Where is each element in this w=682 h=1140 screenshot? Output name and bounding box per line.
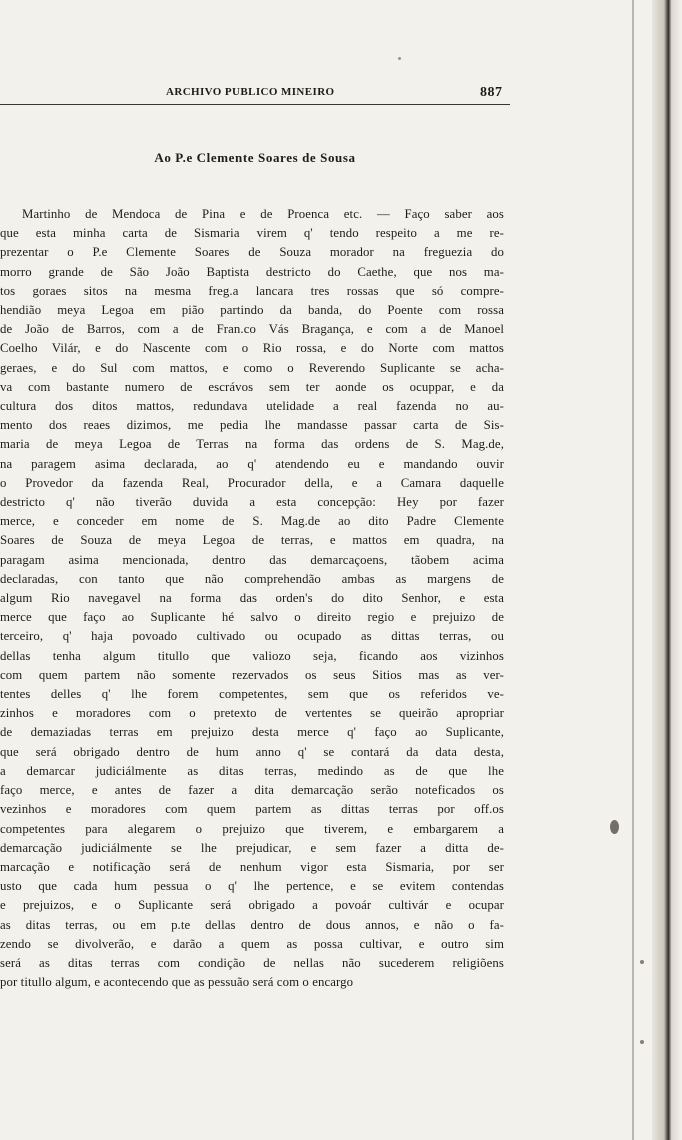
header-rule — [0, 104, 510, 105]
text-line: será as ditas terras com condição de nellas não sucederem religiõens — [0, 955, 504, 970]
text-line: maria de meya Legoa de Terras na forma das ordens de S. Mag.de, — [0, 437, 504, 452]
text-line: algum Rio navegavel na forma das orden's do dito Senhor, e esta — [0, 591, 504, 606]
text-line: que será obrigado dentro de hum anno q' se contará da data desta, — [0, 744, 504, 759]
page-number: 887 — [480, 85, 503, 100]
text-line: paragam asima mencionada, dentro das demarcaçoens, tãobem acima — [0, 552, 504, 567]
text-line: zendo se divolverão, e darão a quem as possa cultivar, e outro sim — [0, 936, 504, 951]
text-line: Soares de Souza de meya Legoa de terras, e mattos em quadra, na — [0, 533, 504, 548]
text-line: cultura dos ditos mattos, redundava utelidade a real fazenda no au- — [0, 399, 504, 414]
text-line: va com bastante numero de escrávos sem ter aonde os ocuppar, e da — [0, 379, 504, 394]
ink-speck — [610, 820, 619, 834]
ink-speck — [398, 57, 401, 60]
body-text — [0, 205, 504, 992]
text-line: merce, e conceder em nome de S. Mag.de ao dito Padre Clemente — [0, 514, 504, 529]
text-line: vezinhos e moradores com quem partem as dittas terras por off.os — [0, 802, 504, 817]
running-head — [0, 86, 510, 102]
text-line: que esta minha carta de Sismaria virem q' tendo respeito a me re- — [0, 226, 504, 241]
text-line: Martinho de Mendoca de Pina e de Proenca etc. — Faço saber aos — [22, 207, 504, 221]
text-line: usto que cada hum pessua o q' lhe pertence, e se evitem contendas — [0, 879, 504, 894]
text-line: de demaziadas terras em prejuizo desta merce q' faço ao Suplicante, — [0, 725, 504, 740]
binding-edge — [652, 0, 682, 1140]
text-line: tos goraes sitos na mesma freg.a lancara tres rossas que só compre- — [0, 283, 504, 298]
text-line: o Provedor da fazenda Real, Procurador della, e a Camara daquelle — [0, 475, 504, 490]
text-line: mento dos reaes dizimos, me pedia lhe mandasse passar carta de Sis- — [0, 418, 504, 433]
ink-speck — [640, 1040, 644, 1044]
text-line: declaradas, con tanto que não comprehendão ambas as margens de — [0, 571, 504, 586]
text-line: a demarcar judiciálmente as ditas terras, medindo as de que lhe — [0, 763, 504, 778]
text-line: marcação e notificação será de nenhum vigor esta Sismaria, por ser — [0, 859, 504, 874]
text-line: faço merce, e antes de fazer a dita demarcação serão noteficados os — [0, 783, 504, 798]
section-title: Ao P.e Clemente Soares de Sousa — [154, 150, 356, 165]
text-line: demarcação judiciálmente se lhe prejudicar, e sem fazer a ditta de- — [0, 840, 504, 855]
text-line: geraes, e do Sul com mattos, e como o Reverendo Suplicante se acha- — [0, 360, 504, 375]
text-line: terceiro, q' haja povoado cultivado ou ocupado as dittas terras, ou — [0, 629, 504, 644]
text-line: dellas tenha algum titullo que valiozo seja, ficando aos vizinhos — [0, 648, 504, 663]
ink-speck — [640, 960, 644, 964]
text-line: com quem partem não somente rezervados os seus Sitios mas as ver- — [0, 667, 504, 682]
text-line: Coelho Vilár, e do Nascente com o Rio rossa, e do Norte com mattos — [0, 341, 504, 356]
text-line: competentes para alegarem o prejuizo que tiverem, e embargarem a — [0, 821, 504, 836]
text-line: e prejuizos, e o Suplicante será obrigado a povoár cultivár e ocupar — [0, 898, 504, 913]
text-line: de João de Barros, com a de Fran.co Vás Bragança, e com a de Manoel — [0, 322, 504, 337]
text-line: tentes delles q' lhe forem competentes, sem que os referidos ve- — [0, 687, 504, 702]
text-line: morro grande de São João Baptista destricto do Caethe, que nos ma- — [0, 264, 504, 279]
text-line: na paragem asima declarada, ao q' atendendo eu e mandando ouvir — [0, 456, 504, 471]
binding-shadow — [632, 0, 634, 1140]
text-line: por titullo algum, e acontecendo que as pessuão será com o encargo — [0, 975, 354, 990]
text-line: merce que faço ao Suplicante hé salvo o direito regio e prejuizo de — [0, 610, 504, 625]
text-line: as ditas terras, ou em p.te dellas dentro de dous annos, e não o fa- — [0, 917, 504, 932]
text-line: hendião meya Legoa em pião partindo da banda, do Poente com rossa — [0, 303, 504, 318]
text-line: destricto q' não tiverão duvida a esta concepção: Hey por fazer — [0, 495, 504, 510]
text-line: prezentar o P.e Clemente Soares de Souza morador na freguezia do — [0, 245, 504, 260]
running-title: ARCHIVO PUBLICO MINEIRO — [166, 86, 335, 98]
text-line: zinhos e moradores com o pretexto de vertentes se queirão apropriar — [0, 706, 504, 721]
